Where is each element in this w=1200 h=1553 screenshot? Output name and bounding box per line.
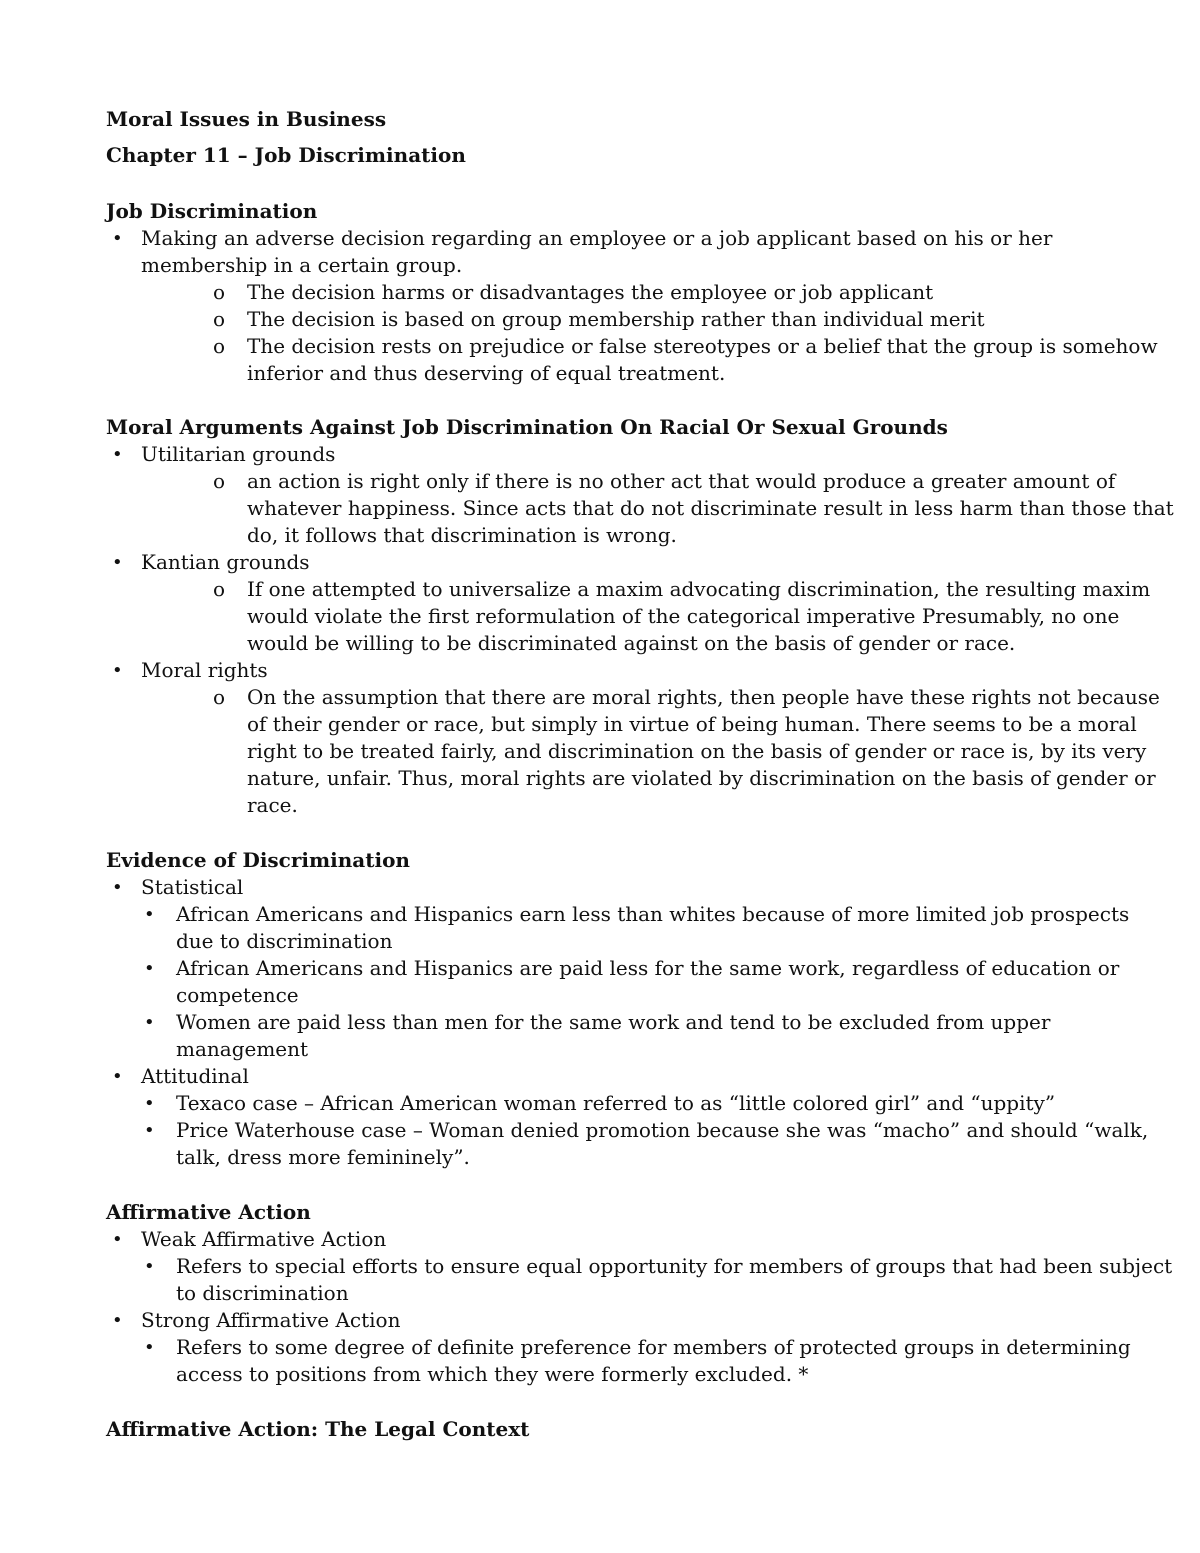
sub-bullet-line: access to positions from which they were formerly excluded. * xyxy=(176,1362,809,1386)
section-heading: Affirmative Action xyxy=(106,1200,311,1224)
bullet-marker: • xyxy=(112,877,123,898)
bullet-line: Statistical xyxy=(141,875,244,899)
bullet-line: Strong Affirmative Action xyxy=(141,1308,401,1332)
bullet-marker: • xyxy=(112,1310,123,1331)
sub-bullet-line: of their gender or race, but simply in virtue of being human. There seems to be a moral xyxy=(247,712,1137,736)
bullet-marker: • xyxy=(112,1229,123,1250)
sub-bullet-line: If one attempted to universalize a maxim advocating discrimination, the resulting maxim xyxy=(247,577,1151,601)
sub-bullet-line: would violate the first reformulation of the categorical imperative Presumably, no one xyxy=(247,604,1120,628)
bullet-line: Making an adverse decision regarding an employee or a job applicant based on his or her xyxy=(141,226,1053,250)
sub-bullet-line: talk, dress more femininely”. xyxy=(176,1145,470,1169)
bullet-marker: • xyxy=(112,444,123,465)
bullet-marker: • xyxy=(112,228,123,249)
sub-bullet-line: Women are paid less than men for the same work and tend to be excluded from upper xyxy=(176,1010,1051,1034)
bullet-line: membership in a certain group. xyxy=(141,253,463,277)
section-heading: Affirmative Action: The Legal Context xyxy=(106,1417,530,1441)
sub-bullet-line: to discrimination xyxy=(176,1281,349,1305)
sub-bullet-line: Refers to some degree of definite preference for members of protected groups in determining xyxy=(176,1335,1131,1359)
sub-bullet-marker: o xyxy=(213,280,226,304)
sub-bullet-line: do, it follows that discrimination is wrong. xyxy=(247,523,677,547)
sub-bullet-line: right to be treated fairly, and discrimination on the basis of gender or race is, by its very xyxy=(247,739,1147,763)
sub-bullet-marker: o xyxy=(213,307,226,331)
sub-bullet-line: an action is right only if there is no other act that would produce a greater amount of xyxy=(247,469,1116,493)
sub-bullet-line: African Americans and Hispanics earn less than whites because of more limited job prospects xyxy=(176,902,1130,926)
sub-bullet-line: whatever happiness. Since acts that do not discriminate result in less harm than those that xyxy=(247,496,1174,520)
sub-bullet-marker: o xyxy=(213,577,226,601)
sub-bullet-line: Price Waterhouse case – Woman denied promotion because she was “macho” and should “walk, xyxy=(176,1118,1149,1142)
sub-bullet-line: competence xyxy=(176,983,299,1007)
sub-bullet-line: The decision harms or disadvantages the employee or job applicant xyxy=(247,280,934,304)
bullet-marker: • xyxy=(112,1066,123,1087)
sub-bullet-marker: • xyxy=(144,1256,155,1277)
sub-bullet-line: inferior and thus deserving of equal treatment. xyxy=(247,361,726,385)
sub-bullet-marker: o xyxy=(213,334,226,358)
sub-bullet-marker: • xyxy=(144,958,155,979)
bullet-line: Kantian grounds xyxy=(141,550,310,574)
sub-bullet-marker: • xyxy=(144,1120,155,1141)
bullet-marker: • xyxy=(112,660,123,681)
sub-bullet-line: On the assumption that there are moral rights, then people have these rights not because xyxy=(247,685,1160,709)
sub-bullet-marker: • xyxy=(144,1012,155,1033)
sub-bullet-line: nature, unfair. Thus, moral rights are violated by discrimination on the basis of gender or xyxy=(247,766,1156,790)
bullet-line: Weak Affirmative Action xyxy=(141,1227,387,1251)
sub-bullet-marker: o xyxy=(213,685,226,709)
sub-bullet-marker: • xyxy=(144,1337,155,1358)
sub-bullet-marker: • xyxy=(144,1093,155,1114)
bullet-line: Utilitarian grounds xyxy=(141,442,336,466)
sub-bullet-marker: • xyxy=(144,904,155,925)
sub-bullet-line: Refers to special efforts to ensure equal opportunity for members of groups that had been subject xyxy=(176,1254,1173,1278)
chapter-heading: Chapter 11 – Job Discrimination xyxy=(106,143,466,167)
sub-bullet-marker: o xyxy=(213,469,226,493)
section-heading: Evidence of Discrimination xyxy=(106,848,410,872)
sub-bullet-line: African Americans and Hispanics are paid less for the same work, regardless of education or xyxy=(176,956,1120,980)
sub-bullet-line: race. xyxy=(247,793,298,817)
section-heading: Moral Arguments Against Job Discrimination On Racial Or Sexual Grounds xyxy=(106,415,948,439)
sub-bullet-line: The decision is based on group membership rather than individual merit xyxy=(247,307,985,331)
sub-bullet-line: would be willing to be discriminated against on the basis of gender or race. xyxy=(247,631,1016,655)
document-title: Moral Issues in Business xyxy=(106,107,387,131)
sub-bullet-line: The decision rests on prejudice or false stereotypes or a belief that the group is somehow xyxy=(247,334,1158,358)
bullet-marker: • xyxy=(112,552,123,573)
sub-bullet-line: Texaco case – African American woman referred to as “little colored girl” and “uppity” xyxy=(176,1091,1056,1115)
section-heading: Job Discrimination xyxy=(106,199,318,223)
sub-bullet-line: management xyxy=(176,1037,309,1061)
bullet-line: Attitudinal xyxy=(141,1064,249,1088)
sub-bullet-line: due to discrimination xyxy=(176,929,393,953)
bullet-line: Moral rights xyxy=(141,658,268,682)
